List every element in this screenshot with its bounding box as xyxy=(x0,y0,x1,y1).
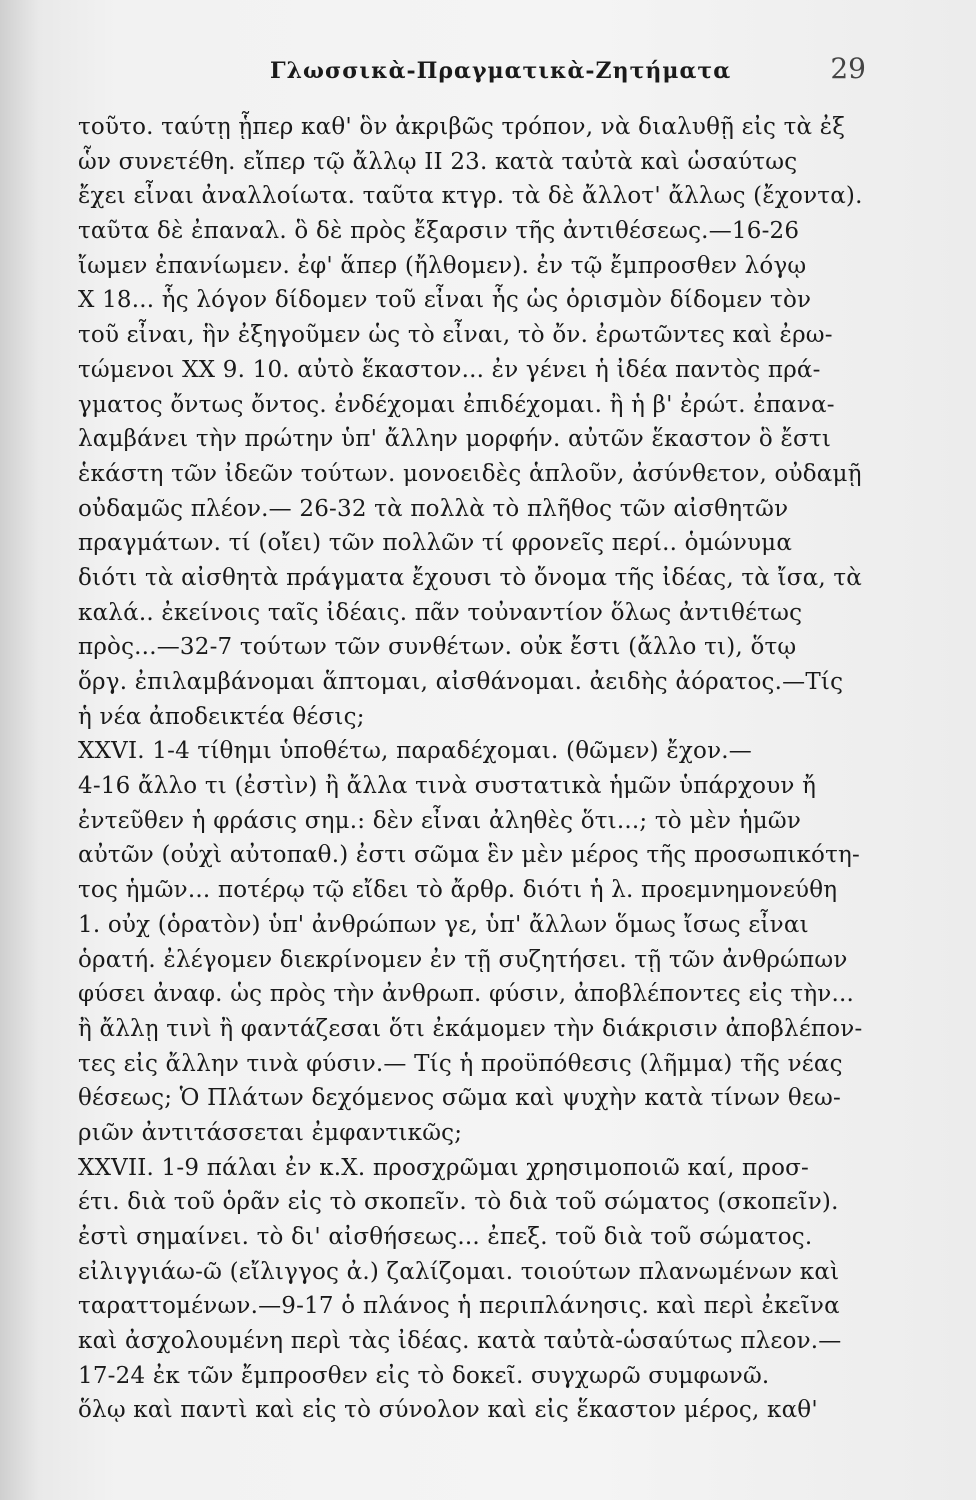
text-line: ὅλῳ καὶ παντὶ καὶ εἰς τὸ σύνολον καὶ εἰς ἕκαστον μέρος, καθ' xyxy=(78,1397,818,1424)
text-line: XXVI. 1-4 τίθημι ὑποθέτω, παραδέχομαι. (θῶμεν) ἔχον.— xyxy=(78,738,752,765)
text-line: έτι. διὰ τοῦ ὁρᾶν εἰς τὸ σκοπεῖν. τὸ διὰ τοῦ σώματος (σκοπεῖν). xyxy=(78,1189,839,1216)
text-line: 17-24 ἐκ τῶν ἔμπροσθεν εἰς τὸ δοκεῖ. συγχωρῶ συμφωνῶ. xyxy=(78,1362,770,1389)
text-line: πραγμάτων. τί (οἴει) τῶν πολλῶν τί φρονεῖς περί.. ὁμώνυμα xyxy=(78,530,793,557)
text-line: αὐτῶν (οὐχὶ αὐτοπαθ.) ἐστι σῶμα ἓν μὲν μέρος τῆς προσωπικότη- xyxy=(78,842,860,869)
text-line: ἐστὶ σημαίνει. τὸ δι' αἰσθήσεως... ἐπεξ. τοῦ διὰ τοῦ σώματος. xyxy=(78,1224,813,1250)
running-title: Γλωσσικὰ-Πραγματικὰ-Ζητήματα xyxy=(270,58,732,84)
text-line: τος ἡμῶν... ποτέρῳ τῷ εἴδει τὸ ἄρθρ. διότι ἡ λ. προεμνημονεύθη xyxy=(78,877,838,904)
text-line: γματος ὄντως ὄντος. ἐνδέχομαι ἐπιδέχομαι. ἢ ἡ β' ἐρώτ. ἐπανα- xyxy=(78,391,835,418)
text-line: 4-16 ἄλλο τι (ἐστὶν) ἢ ἄλλα τινὰ συστατικὰ ἡμῶν ὑπάρχουν ἤ xyxy=(78,773,817,800)
text-line: τώμενοι XX 9. 10. αὐτὸ ἕκαστον... ἐν γένει ἡ ἰδέα παντὸς πρά- xyxy=(78,356,821,383)
text-line: θέσεως; Ὁ Πλάτων δεχόμενος σῶμα καὶ ψυχὴν κατὰ τίνων θεω- xyxy=(78,1085,841,1112)
text-line: λαμβάνει τὴν πρώτην ὑπ' ἄλλην μορφήν. αὐτῶν ἕκαστον ὃ ἔστι xyxy=(78,426,832,453)
text-line: φύσει ἀναφ. ὡς πρὸς τὴν ἀνθρωπ. φύσιν, ἀποβλέποντες εἰς τὴν... xyxy=(78,981,855,1008)
text-line: ἑκάστη τῶν ἰδεῶν τούτων. μονοειδὲς ἁπλοῦν, ἀσύνθετον, οὐδαμῇ xyxy=(78,460,862,487)
text-line: καὶ ἀσχολουμένη περὶ τὰς ἰδέας. κατὰ ταὐτὰ-ὡσαύτως πλεον.— xyxy=(78,1328,842,1355)
text-line: ριῶν ἀντιτάσσεται ἐμφαντικῶς; xyxy=(78,1119,463,1146)
text-line: πρὸς...—32-7 τούτων τῶν συνθέτων. οὐκ ἔστι (ἄλλο τι), ὅτῳ xyxy=(78,634,797,661)
page-number: 29 xyxy=(830,52,866,85)
text-line: ταῦτα δὲ ἐπαναλ. ὃ δὲ πρὸς ἔξαρσιν τῆς ἀντιθέσεως.—16-26 xyxy=(78,218,800,245)
text-line: ἢ ἄλλῃ τινὶ ἢ φαντάζεσαι ὅτι ἐκάμομεν τὴν διάκρισιν ἀποβλέπον- xyxy=(78,1015,863,1042)
text-line: 1. οὐχ (ὁρατὸν) ὑπ' ἀνθρώπων γε, ὑπ' ἄλλων ὅμως ἴσως εἶναι xyxy=(78,911,809,938)
text-line: ἡ νέα ἀποδεικτέα θέσις; xyxy=(78,703,365,730)
text-line: διότι τὰ αἰσθητὰ πράγματα ἔχουσι τὸ ὄνομα τῆς ἰδέας, τὰ ἴσα, τὰ xyxy=(78,564,863,591)
text-line: ταραττομένων.—9-17 ὁ πλάνος ἡ περιπλάνησις. καὶ περὶ ἐκεῖνα xyxy=(78,1293,840,1320)
text-line: εἰλιγγιάω-ῶ (εἴλιγγος ἀ.) ζαλίζομαι. τοιούτων πλανωμένων καὶ xyxy=(78,1258,840,1285)
text-line: ἐντεῦθεν ἡ φράσις σημ.: δὲν εἶναι ἀληθὲς ὅτι...; τὸ μὲν ἡμῶν xyxy=(78,807,802,834)
text-line: XXVII. 1-9 πάλαι ἐν κ.Χ. προσχρῶμαι χρησιμοποιῶ καί, προσ- xyxy=(78,1154,810,1181)
text-line: τοῦ εἶναι, ἣν ἐξηγοῦμεν ὡς τὸ εἶναι, τὸ ὄν. ἐρωτῶντες καὶ ἐρω- xyxy=(78,322,833,349)
text-line: τοῦτο. ταύτῃ ᾗπερ καθ' ὃν ἀκριβῶς τρόπον, νὰ διαλυθῇ εἰς τὰ ἐξ xyxy=(78,114,846,140)
page-header xyxy=(0,52,976,88)
text-line: ὁρατή. ἐλέγομεν διεκρίνομεν ἐν τῇ συζητήσει. τῇ τῶν ἀνθρώπων xyxy=(78,946,848,973)
text-line: οὐδαμῶς πλέον.— 26-32 τὰ πολλὰ τὸ πλῆθος τῶν αἰσθητῶν xyxy=(78,495,789,522)
body-text xyxy=(78,110,878,1428)
text-line: ἔχει εἶναι ἀναλλοίωτα. ταῦτα κτγρ. τὰ δὲ ἄλλοτ' ἄλλως (ἔχοντα). xyxy=(78,183,863,210)
text-line: X 18... ἧς λόγον δίδομεν τοῦ εἶναι ἧς ὡς ὁρισμὸν δίδομεν τὸν xyxy=(78,287,812,314)
text-line: ὅργ. ἐπιλαμβάνομαι ἅπτομαι, αἰσθάνομαι. ἀειδὴς ἀόρατος.—Τίς xyxy=(78,669,844,695)
text-line: ὧν συνετέθη. εἴπερ τῷ ἄλλῳ II 23. κατὰ ταὐτὰ καὶ ὡσαύτως xyxy=(78,148,798,175)
text-line: ἴωμεν ἐπανίωμεν. ἐφ' ἅπερ (ἤλθομεν). ἐν τῷ ἔμπροσθεν λόγῳ xyxy=(78,252,807,279)
text-line: καλά.. ἐκείνοις ταῖς ἰδέαις. πᾶν τοὐναντίον ὅλως ἀντιθέτως xyxy=(78,599,803,626)
text-line: τες εἰς ἄλλην τινὰ φύσιν.— Τίς ἡ προϋπόθεσις (λῆμμα) τῆς νέας xyxy=(78,1050,843,1077)
